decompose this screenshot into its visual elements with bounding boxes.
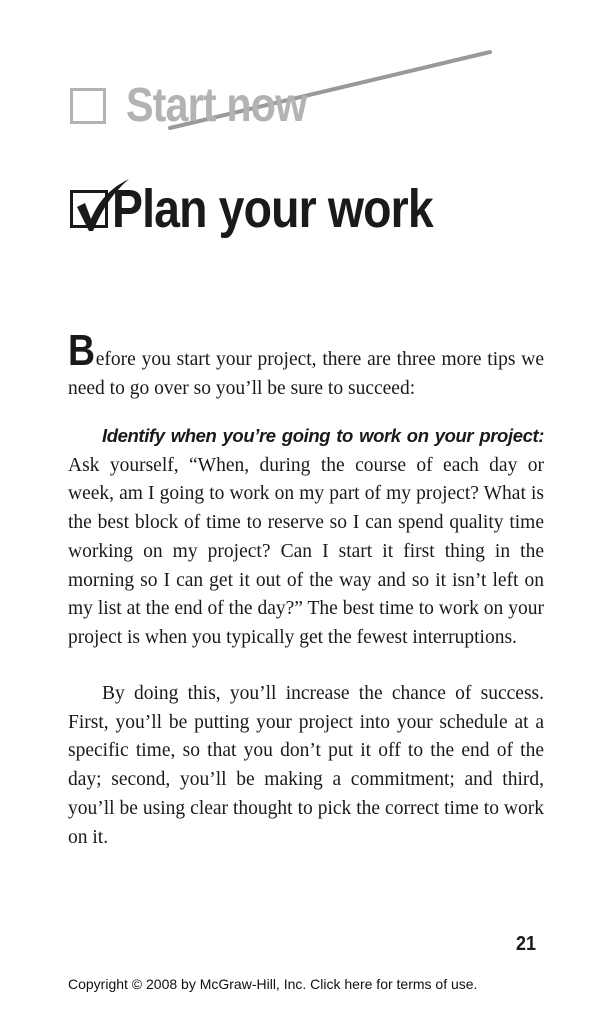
identify-body: Ask yourself, “When, during the course of each day or week, am I going to work on my part of my project? What is the best block of time to reserve so I can spend quality time working on my project? Can I start it first thing in the morning so I can get it out of the way and so it isn’t left on my list at the end of the day?” The best time to work on your project is when you typically get the fewest interruptions. xyxy=(68,454,544,648)
intro-text: efore you start your project, there are three more tips we need to go over so you’ll be sure to succeed: xyxy=(68,349,544,399)
start-now-heading xyxy=(70,78,336,133)
identify-paragraph xyxy=(68,422,544,653)
page-title: Plan your work xyxy=(112,179,433,239)
empty-checkbox-icon xyxy=(70,88,106,124)
intro-paragraph xyxy=(68,326,544,403)
checkmark-checkbox-icon xyxy=(70,190,108,228)
doing-paragraph xyxy=(68,680,544,852)
page-number: 21 xyxy=(516,933,537,955)
start-now-label: Start now xyxy=(126,79,307,132)
identify-lead-in: Identify when you’re going to work on your project: xyxy=(102,425,544,446)
doing-body: By doing this, you’ll increase the chance of success. First, you’ll be putting your project into your schedule at a specific time, so that you don’t put it off to the end of the day; second, you’ll be making a commitment; and third, you’ll be using clear thought to pick the correct time to work on it. xyxy=(68,683,544,848)
copyright-link[interactable]: Copyright © 2008 by McGraw-Hill, Inc. Click here for terms of use. xyxy=(68,976,478,992)
drop-cap: B xyxy=(68,326,96,375)
plan-your-work-heading xyxy=(70,178,485,240)
